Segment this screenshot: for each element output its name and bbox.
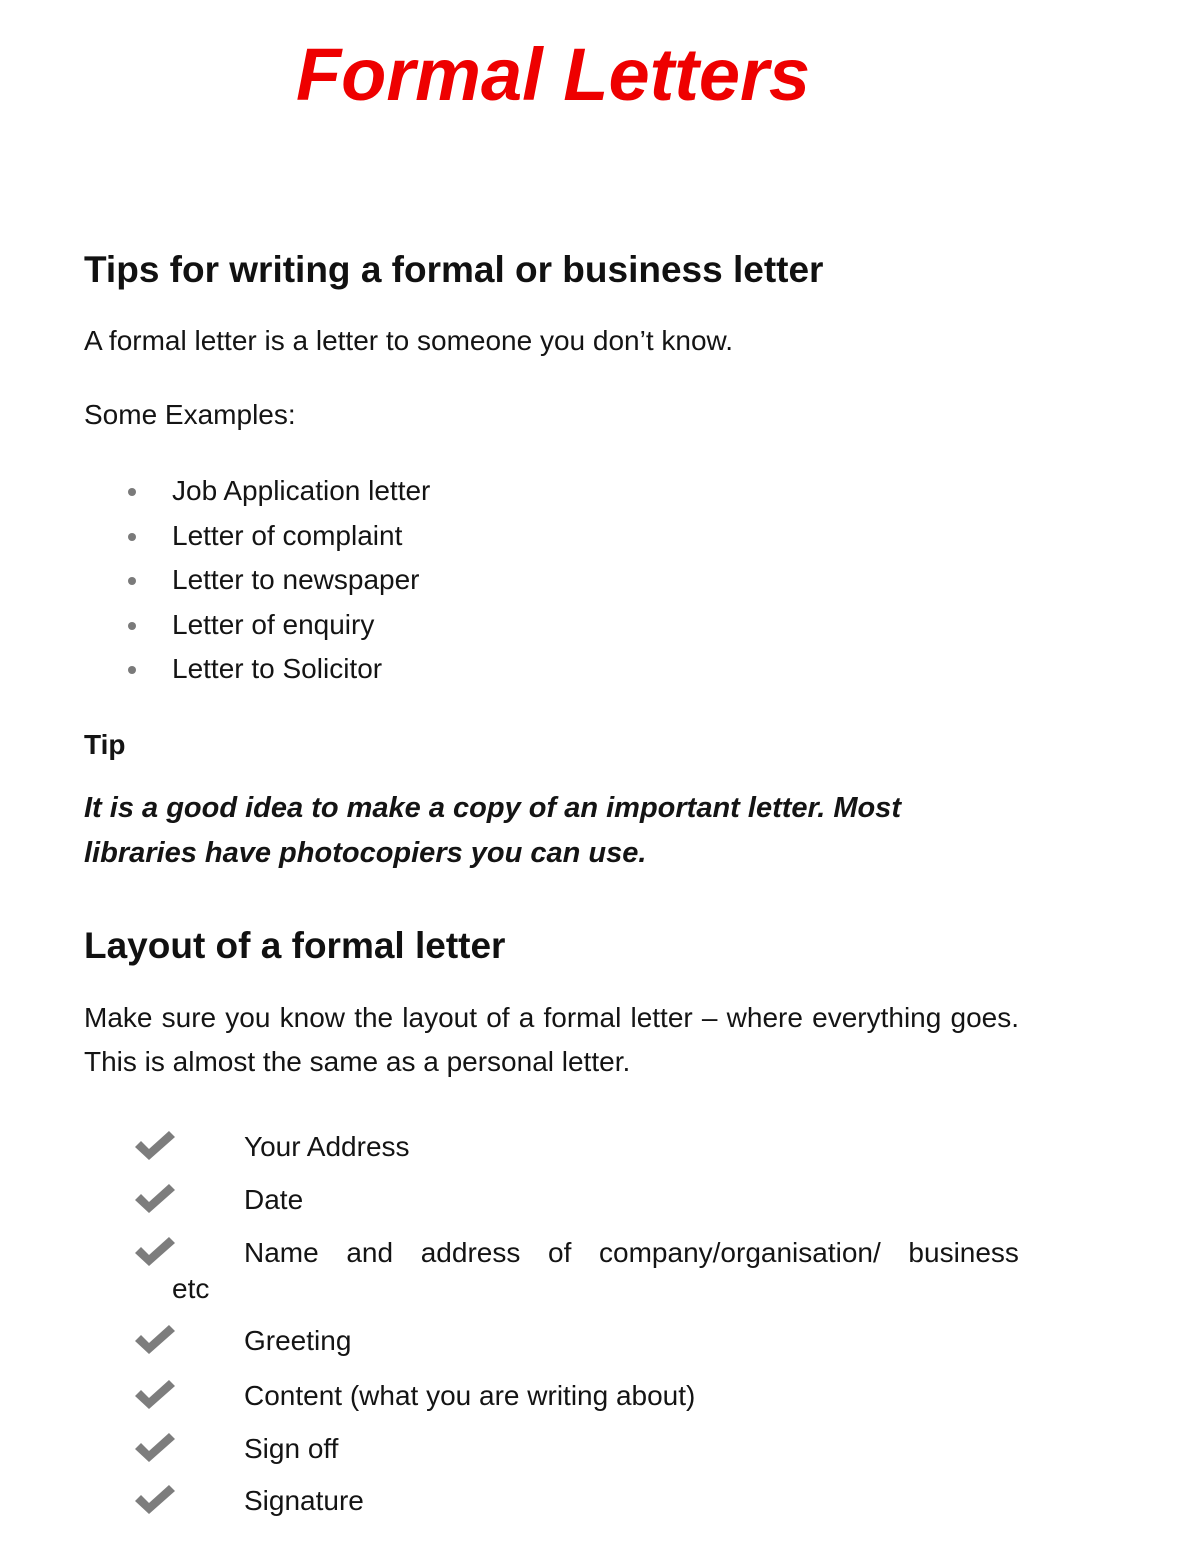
- checklist-word: and: [346, 1237, 394, 1268]
- checklist-word: business: [908, 1237, 1019, 1268]
- checklist-label: Your Address: [244, 1131, 410, 1162]
- examples-label: Some Examples:: [84, 399, 296, 430]
- layout-description: Make sure you know the layout of a formal letter – where everything goes. This is almost the same as a personal letter.: [84, 1002, 1019, 1077]
- tips-heading: Tips for writing a formal or business letter: [84, 249, 824, 290]
- bullet-icon: [128, 533, 136, 541]
- list-item: [120, 560, 430, 605]
- checklist-label: Signature: [244, 1485, 364, 1516]
- checklist-label: Content (what you are writing about): [244, 1380, 696, 1411]
- bullet-icon: [128, 622, 136, 630]
- checklist-word: company/organisation/: [599, 1237, 881, 1268]
- checkmark-icon: [132, 1482, 178, 1518]
- bullet-icon: [128, 488, 136, 496]
- list-item: [120, 605, 430, 650]
- tip-line-2: libraries have photocopiers you can use.: [84, 837, 647, 869]
- checkmark-icon: [132, 1128, 178, 1164]
- bullet-icon: [128, 666, 136, 674]
- checkmark-icon: [132, 1377, 178, 1413]
- tips-intro: A formal letter is a letter to someone you don’t know.: [84, 325, 734, 356]
- list-item: [120, 471, 430, 516]
- checklist-label-line-2: etc: [172, 1273, 210, 1304]
- checkmark-icon: [132, 1430, 178, 1466]
- checklist-label: Date: [244, 1184, 304, 1215]
- list-item: [120, 649, 430, 694]
- checkmark-icon: [132, 1234, 178, 1270]
- examples-list: [120, 471, 430, 694]
- example-label: Letter to Solicitor: [172, 653, 383, 684]
- example-label: Job Application letter: [172, 475, 431, 506]
- checklist-word: Name: [244, 1237, 319, 1268]
- example-label: Letter of enquiry: [172, 608, 375, 640]
- checkmark-icon: [132, 1181, 178, 1217]
- layout-heading: Layout of a formal letter: [84, 925, 506, 966]
- checklist-word: of: [548, 1237, 572, 1268]
- bullet-icon: [128, 577, 136, 585]
- checklist-label: Greeting: [244, 1325, 352, 1356]
- tip-line-1: It is a good idea to make a copy of an important letter. Most: [84, 792, 901, 824]
- checklist-word: address: [420, 1237, 521, 1268]
- checklist-label: Sign off: [244, 1433, 339, 1464]
- example-label: Letter to newspaper: [172, 564, 420, 595]
- example-label: Letter of complaint: [172, 519, 403, 551]
- checklist-label: [244, 1234, 1019, 1272]
- checkmark-icon: [132, 1322, 178, 1358]
- list-item: [120, 516, 430, 561]
- page-title: Formal Letters: [295, 33, 811, 116]
- tip-label: Tip: [84, 729, 126, 760]
- checklist-label-line-1: [244, 1234, 1019, 1272]
- tip-text: [84, 786, 984, 876]
